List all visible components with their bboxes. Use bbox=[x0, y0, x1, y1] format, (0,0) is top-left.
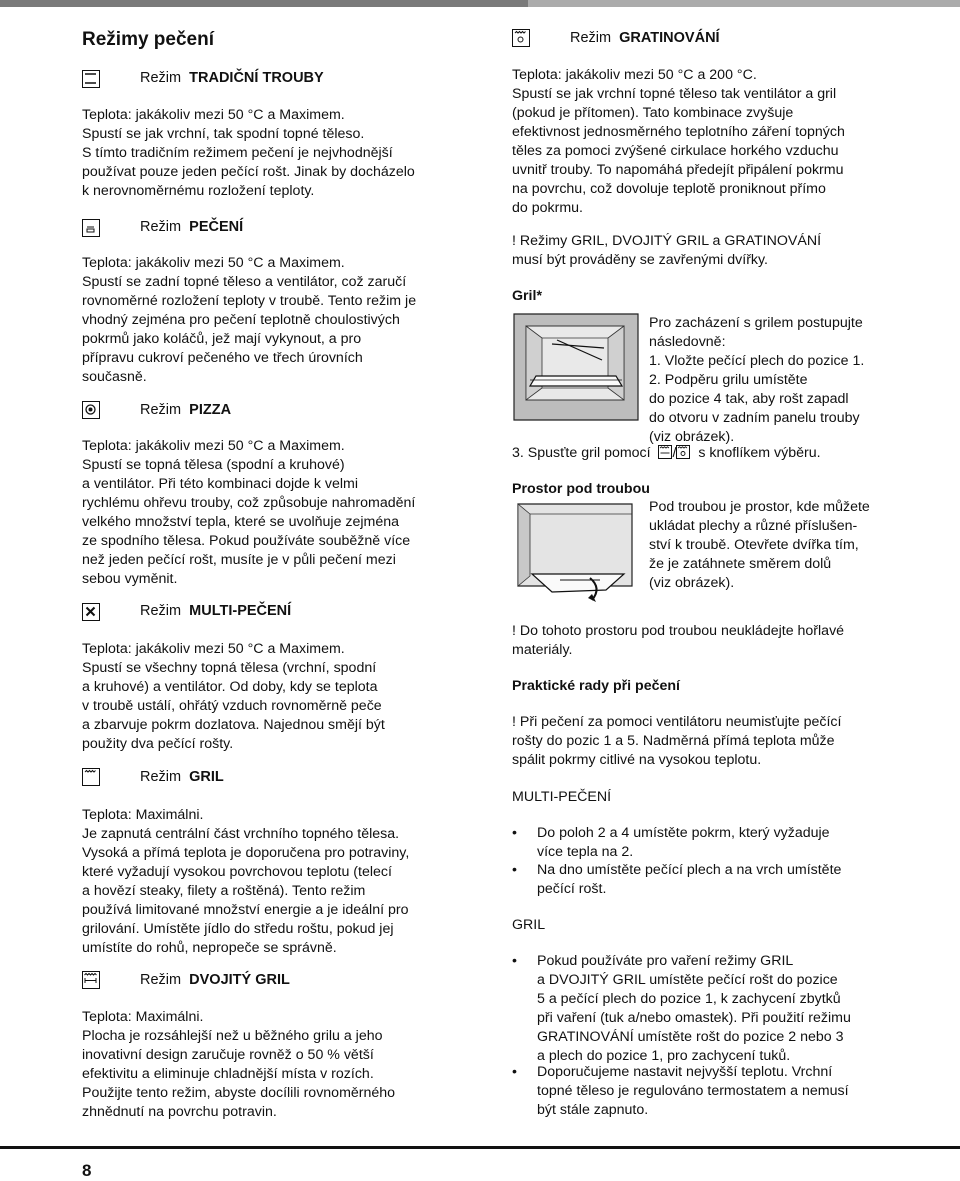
mode-heading-dvojity: Režim DVOJITÝ GRIL bbox=[140, 972, 290, 988]
text-block-multi: Teplota: jakákoliv mezi 50 °C a Maximem. Spustí se všechny topná tělesa (vrchní, spodní a kruhové) a ventilátor. Od doby, kdy se teplota v troubě ustálí, ohřátý vzduch rovnoměrně peče a zbarvuje pokrm dozlatova. Najednou smějí být použity dva pečící rošty. bbox=[82, 641, 385, 752]
warning-flammable: ! Do tohoto prostoru pod troubou neukládejte hořlavé materiály. bbox=[512, 623, 845, 658]
text-block-gril-steps: Pro zacházení s grilem postupujte následovně: 1. Vložte pečící plech do pozice 1. 2. Podpěru grilu umístěte do pozice 4 tak, aby rošt zapadl do otvoru v zadním panelu trouby (viz obrázek). bbox=[649, 315, 865, 445]
mode-heading-peceni: Režim PEČENÍ bbox=[140, 219, 244, 235]
mode-heading-multi: Režim MULTI-PEČENÍ bbox=[140, 603, 292, 619]
bullet-multi-2: • Na dno umístěte pečící plech a na vrch umístěte pečící rošt. bbox=[512, 862, 842, 897]
gratin-mini-icon bbox=[676, 445, 690, 459]
warning-closed-door: ! Režimy GRIL, DVOJITÝ GRIL a GRATINOVÁNÍ musí být prováděny se zavřenými dvířky. bbox=[512, 233, 822, 268]
section-title-prostor: Prostor pod troubou bbox=[512, 481, 650, 497]
bullet-gril-1: • Pokud používáte pro vaření režimy GRIL a DVOJITÝ GRIL umístěte pečící rošt do pozice 5 a pečící plech do pozice 1, k zachycení zbytků při vaření (tuk a/nebo omastek). Při použití režimu GRATINOVÁNÍ umístěte rošt do pozice 2 nebo 3 a plech do pozice 1, pro zachycení tuků. bbox=[512, 953, 851, 1064]
text-block-gril: Teplota: Maximálni. Je zapnutá centrální část vrchního topného tělesa. Vysoká a přímá teplota je doporučena pro potraviny, které vyžadují vysokou povrchovou teplotu (telecí a hovězí steaky, filety a roštěná). Tento režim používá limitované množství energie a je ideální pro grilování. Umístěte jídlo do středu roštu, pokud jej umístíte do rohů, nepropeče se správně. bbox=[82, 807, 410, 956]
fan-bake-icon bbox=[82, 219, 100, 237]
text-block-peceni: Teplota: jakákoliv mezi 50 °C a Maximem. Spustí se zadní topné těleso a ventilátor, což zaručí rovnoměrné rozložení teploty v troubě. Tento režim je vhodný zejména pro pečení teplotně choulostivých pokrmů jako koláčů, jež mají vykynout, a pro přípravu cukroví pečeného ve třech úrovních současně. bbox=[82, 255, 417, 385]
grill-rack-illustration bbox=[512, 312, 640, 422]
mode-heading-gril: Režim GRIL bbox=[140, 769, 224, 785]
section-title-gril: Gril* bbox=[512, 288, 542, 304]
text-block-dvojity: Teplota: Maximálni. Plocha je rozsáhlejší než u běžného grilu a jeho inovativní design zaručuje rovněž o 50 % větší efektivitu a eliminuje chladnější místa v rozích. Použijte tento režim, abyste docílili rovnoměrného zhnědnutí na povrchu potravin. bbox=[82, 1009, 396, 1120]
double-grill-icon bbox=[82, 971, 100, 989]
storage-drawer-illustration bbox=[512, 500, 640, 605]
page-title: Režimy pečení bbox=[82, 29, 214, 50]
top-bar-dark bbox=[0, 0, 528, 7]
grill-icon bbox=[82, 768, 100, 786]
pizza-icon bbox=[82, 401, 100, 419]
conventional-oven-icon bbox=[82, 70, 100, 88]
section-title-rady: Praktické rady při pečení bbox=[512, 678, 680, 694]
bullet-gril-2: • Doporučujeme nastavit nejvyšší teplotu. Vrchní topné těleso je regulováno termostatem a nemusí být stále zapnuto. bbox=[512, 1064, 849, 1118]
gratin-icon bbox=[512, 29, 530, 47]
bullet-multi-1: • Do poloh 2 a 4 umístěte pokrm, který vyžaduje více tepla na 2. bbox=[512, 825, 830, 860]
bottom-rule bbox=[0, 1146, 960, 1149]
text-block-gratin: Teplota: jakákoliv mezi 50 °C a 200 °C. Spustí se jak vrchní topné těleso tak ventilátor a gril (pokud je přítomen). Tato kombinace zvyšuje efektivnost jednosměrného teplotního záření topných těles za pomoci zvýšené cirkulace horkého vzduchu uvnitř trouby. To napomáhá předejít připálení pokrmu na povrchu, což dovoluje teplotě proniknout přímo do pokrmu. bbox=[512, 67, 845, 216]
mode-heading-tradicni: Režim TRADIČNÍ TROUBY bbox=[140, 70, 324, 86]
text-block-pizza: Teplota: jakákoliv mezi 50 °C a Maximem. Spustí se topná tělesa (spodní a kruhové) a ventilátor. Při této kombinaci dojde k velmi rychlému ohřevu trouby, což způsobuje nahromadění velkého množství tepla, které se uvolňuje zejména ze spodního tělesa. Pokud používáte souběžně více než jeden pečící rošt, musíte je v půli pečení mezi sebou vyměnit. bbox=[82, 438, 416, 587]
text-block-prostor: Pod troubou je prostor, kde můžete ukládat plechy a různé příslušen- ství k troubě. Otevřete dvířka tím, že je zatáhnete směrem dolů (viz obrázek). bbox=[649, 499, 870, 591]
mode-heading-pizza: Režim PIZZA bbox=[140, 402, 232, 418]
gril-step-3: 3. Spusťte gril pomocí / s knoflíkem výběru. bbox=[512, 445, 821, 461]
mode-heading-gratin: Režim GRATINOVÁNÍ bbox=[570, 30, 720, 46]
double-grill-mini-icon bbox=[658, 445, 672, 459]
multi-cooking-icon bbox=[82, 603, 100, 621]
label-multi: MULTI-PEČENÍ bbox=[512, 789, 612, 805]
label-gril: GRIL bbox=[512, 917, 546, 933]
text-block-rady: ! Při pečení za pomoci ventilátoru neumisťujte pečící rošty do pozic 1 a 5. Nadměrná přímá teplota může spálit pokrmy citlivé na vysokou teplotu. bbox=[512, 714, 842, 768]
page-number: 8 bbox=[82, 1161, 92, 1180]
top-bar bbox=[0, 0, 960, 7]
text-block-tradicni: Teplota: jakákoliv mezi 50 °C a Maximem. Spustí se jak vrchní, tak spodní topné těleso. S tímto tradičním režimem pečení je nejvhodnější používat pouze jeden pečící rošt. Jinak by docházelo k nerovnoměrnému rozložení teploty. bbox=[82, 107, 415, 199]
